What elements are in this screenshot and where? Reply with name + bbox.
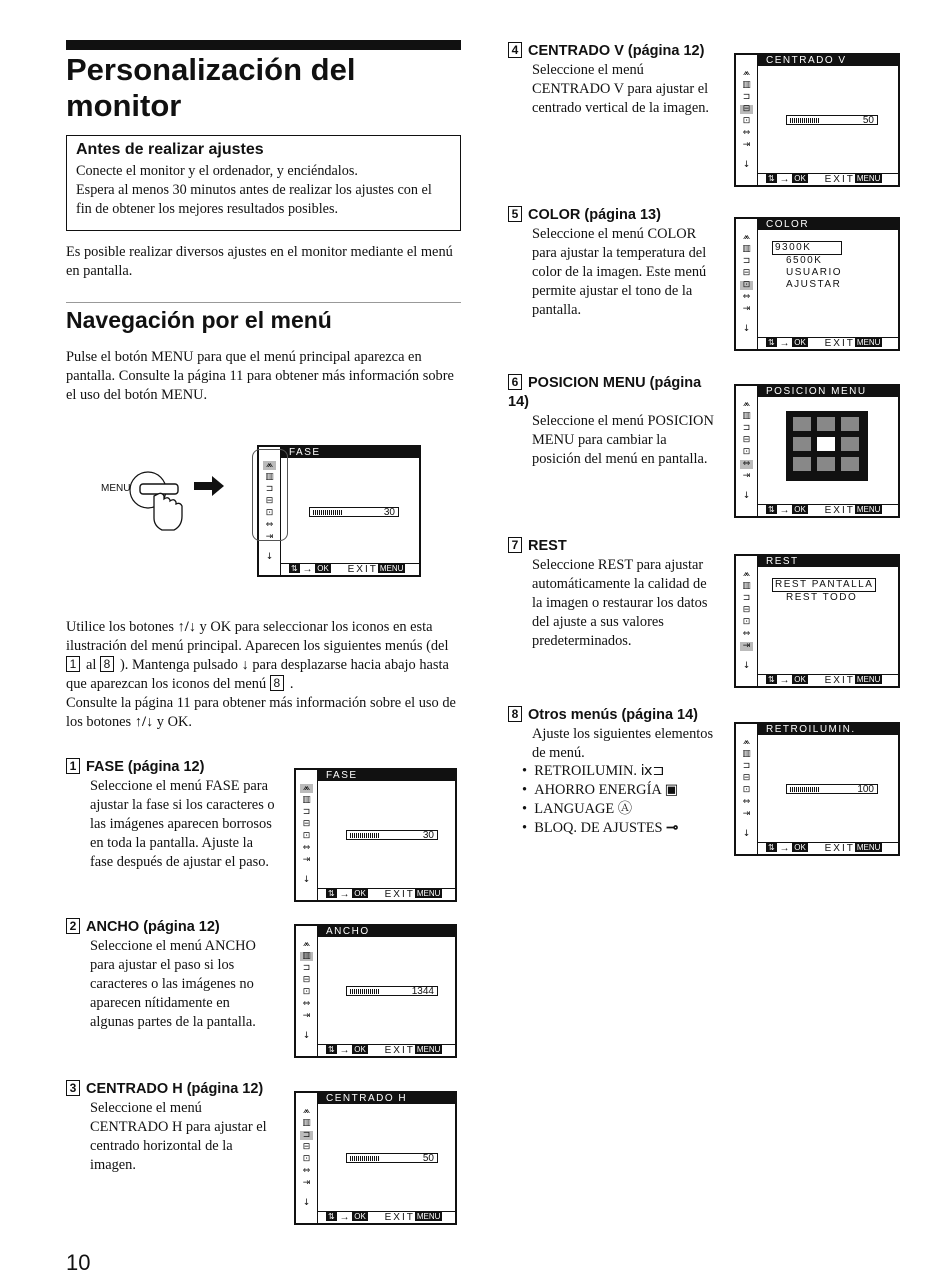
osd-option: REST PANTALLA: [772, 578, 876, 592]
up-down-arrows-icon: ↑/↓: [177, 619, 196, 635]
menu-icon: ⇥: [742, 471, 751, 481]
menu-icon: ▥: [742, 80, 751, 90]
osd-footer: ⇅ → OK EXIT MENU: [758, 337, 898, 349]
down-arrow-icon: ↓: [302, 875, 311, 885]
instr-e: para desplazarse hacia abajo hasta que aparezcan los iconos del menú: [66, 657, 449, 692]
osd-footer: ⇅ → OK EXIT MENU: [318, 888, 455, 900]
osd-option: AJUSTAR: [786, 279, 842, 290]
osd-screen-7: [734, 554, 900, 688]
osd-screen-3: [294, 1091, 457, 1225]
box-title: Antes de realizar ajustes: [76, 141, 264, 158]
osd-slider: 50: [346, 1153, 438, 1163]
menu-icon: ⊟: [302, 1142, 311, 1152]
key-icon: ⊸: [666, 820, 679, 836]
down-arrow-icon: ↓: [302, 1031, 311, 1041]
item-heading: 6 POSICION MENU (página 14): [508, 375, 702, 410]
ref-8b: 8: [270, 675, 284, 691]
menu-item-6: [508, 374, 717, 469]
osd-sidebar: [736, 219, 758, 349]
osd-screen-8: [734, 722, 900, 856]
menu-icon: ⊟: [302, 975, 311, 985]
osd-sidebar: [736, 55, 758, 185]
down-arrow-icon: ↓: [265, 552, 274, 562]
item-heading: 8 Otros menús (página 14): [508, 706, 727, 725]
menu-icon: ⇥: [302, 1178, 311, 1188]
menu-icon: ⇥: [742, 140, 751, 150]
menu-icon: ⇔: [742, 128, 751, 138]
osd-footer: ⇅ → OK EXIT MENU: [758, 842, 898, 854]
intro-text: Es posible realizar diversos ajustes en el monitor mediante el menú en pantalla.: [66, 244, 453, 279]
instr-b: y OK para seleccionar los iconos en esta ilustración del menú principal. Aparecen los siguientes menús (del: [66, 619, 449, 654]
menu-position-icon: ⇔: [265, 520, 274, 530]
osd-sidebar: [736, 724, 758, 854]
item-heading: 1 FASE (página 12): [66, 758, 275, 777]
osd-sidebar: [736, 386, 758, 516]
osd-options: [772, 578, 876, 604]
item-text: Seleccione el menú CENTRADO V para ajustar el centrado vertical de la imagen.: [532, 62, 709, 116]
menu-icon: ⇔: [302, 843, 311, 853]
osd-footer: ⇅ → OK EXIT MENU: [318, 1211, 455, 1223]
menu-icon: ⇔: [742, 629, 751, 639]
osd-sidebar: [296, 926, 318, 1056]
menu-icon: ⊐: [742, 593, 751, 603]
item-text: Ajuste los siguientes elementos de menú.: [532, 726, 714, 761]
osd-slider: 1344: [346, 986, 438, 996]
menu-icon: ⊡: [742, 116, 751, 126]
menu-icon: ⩕: [742, 68, 751, 78]
osd-option: REST TODO: [786, 592, 858, 603]
menu-button-label: MENU: [101, 483, 131, 494]
menu-icon: ⊡: [742, 785, 751, 795]
item-text: Seleccione el menú ANCHO para ajustar el paso si los caracteres o las imágenes no aparecen nítidamente en algunas partes de la pantalla.: [90, 938, 256, 1030]
menu-icon: ⇥: [742, 304, 751, 314]
osd-sidebar: [296, 1093, 318, 1223]
osd-option: 6500K: [786, 255, 823, 266]
menu-item-8: [508, 706, 727, 763]
osd-footer: ⇅ → OK EXIT MENU: [758, 504, 898, 516]
item-heading: 4 CENTRADO V (página 12): [508, 42, 717, 61]
menu-icon: ⩕: [302, 939, 311, 949]
nav-instructions: [66, 618, 461, 732]
down-arrow-icon: ↓: [241, 657, 249, 673]
menu-icon: ⊐: [742, 423, 751, 433]
menu-icon: ⊟: [742, 268, 751, 278]
osd-footer: ⇅ → OK EXIT MENU: [281, 563, 419, 575]
instr-a: Utilice los botones: [66, 619, 174, 635]
osd-screen-2: [294, 924, 457, 1058]
menu-icon: ⇥: [302, 1011, 311, 1021]
osd-slider: 100: [786, 784, 878, 794]
down-arrow-icon: ↓: [742, 829, 751, 839]
osd-title: FASE: [318, 770, 455, 781]
down-arrow-icon: ↓: [742, 160, 751, 170]
menu-icon: ⊡: [740, 281, 753, 290]
menu-icon: ⩕: [302, 1106, 311, 1116]
menu-icon: ⊡: [742, 617, 751, 627]
instr-g: Consulte la página 11 para obtener más información sobre el uso de los botones: [66, 695, 456, 730]
menu-icon: ⇔: [742, 292, 751, 302]
menu-icon: ▥: [300, 952, 313, 961]
osd-ok: OK: [317, 564, 329, 573]
other-menu-list: [522, 762, 678, 838]
v-center-icon: ⊟: [265, 496, 274, 506]
item-heading: 5 COLOR (página 13): [508, 206, 717, 225]
down-arrow-icon: ↓: [302, 1198, 311, 1208]
menu-icon: ⊟: [742, 605, 751, 615]
list-item: • RETROILUMIN. ⅸ⊐: [522, 763, 665, 779]
menu-icon: ▥: [742, 411, 751, 421]
list-item: • BLOQ. DE AJUSTES ⊸: [522, 820, 679, 836]
menu-icon: ⇔: [742, 797, 751, 807]
before-adjust-box: [66, 135, 461, 231]
osd-screen-5: [734, 217, 900, 351]
menu-icon: ⊐: [742, 92, 751, 102]
menu-icon: ⊐: [302, 963, 311, 973]
osd-slider: 50: [786, 115, 878, 125]
osd-exit: EXIT: [347, 564, 378, 575]
position-grid: [786, 411, 868, 481]
item-text: Seleccione el menú FASE para ajustar la fase si los caracteres o las imágenes aparecen borrosos en toda la pantalla. Ajuste la fase después de ajustar el paso.: [90, 778, 275, 870]
instr-h: y OK.: [156, 714, 192, 730]
osd-title: POSICION MENU: [758, 386, 898, 397]
phase-icon: ⩕: [263, 461, 276, 470]
menu-icon: ⇥: [742, 809, 751, 819]
highlight-outline: [252, 449, 288, 541]
osd-footer: ⇅ → OK EXIT MENU: [318, 1044, 455, 1056]
page-title: Personalización del monitor: [66, 52, 356, 123]
osd-footer: ⇅ → OK EXIT MENU: [758, 674, 898, 686]
osd-title: RETROILUMIN.: [758, 724, 898, 735]
down-arrow-icon: ↓: [742, 661, 751, 671]
osd-title: COLOR: [758, 219, 898, 230]
down-arrow-icon: ↓: [742, 491, 751, 501]
osd-screen-4: [734, 53, 900, 187]
h-center-icon: ⊐: [265, 484, 274, 494]
list-item: • LANGUAGE Ⓐ: [522, 801, 633, 817]
menu-icon: ⊟: [742, 773, 751, 783]
arrow-right-icon: [194, 476, 226, 496]
osd-menu-tag: MENU: [379, 564, 404, 573]
menu-icon: ⊡: [742, 447, 751, 457]
item-heading: 2 ANCHO (página 12): [66, 918, 275, 937]
instr-f: .: [289, 676, 294, 692]
osd-screen-1: [294, 768, 457, 902]
reset-icon: ⇥: [265, 532, 274, 542]
menu-icon: ⇔: [302, 999, 311, 1009]
item-heading: 3 CENTRADO H (página 12): [66, 1080, 275, 1099]
osd-sidebar: [296, 770, 318, 900]
ref-8: 8: [100, 656, 114, 672]
menu-icon: ⩕: [742, 399, 751, 409]
osd-footer: ⇅ → OK EXIT MENU: [758, 173, 898, 185]
menu-icon: ⩕: [300, 784, 313, 793]
menu-icon: ▥: [742, 581, 751, 591]
hand-press-icon: [128, 468, 188, 538]
page-number: 10: [66, 1250, 91, 1275]
menu-icon: ⇔: [302, 1166, 311, 1176]
menu-icon: ⊐: [300, 1131, 313, 1140]
osd-value: 30: [383, 507, 395, 518]
menu-icon: ⊐: [742, 761, 751, 771]
nav-heading: Navegación por el menú: [66, 307, 332, 333]
ref-1: 1: [66, 656, 80, 672]
title-rule: [66, 40, 461, 50]
box-line-1: Conecte el monitor y el ordenador, y enciéndalos.: [76, 163, 358, 179]
instr-d: ). Mantenga pulsado: [120, 657, 238, 673]
menu-icon: ⊟: [742, 435, 751, 445]
menu-icon: ⊡: [302, 1154, 311, 1164]
osd-screen-6: [734, 384, 900, 518]
item-heading: 7 REST: [508, 537, 717, 556]
menu-icon: ⇥: [740, 642, 753, 651]
menu-icon: ⇥: [302, 855, 311, 865]
up-down-arrows-icon: ↑/↓: [134, 714, 154, 730]
menu-icon: ⊟: [740, 105, 753, 114]
menu-icon: ⩕: [742, 569, 751, 579]
backlight-icon: ⅸ⊐: [640, 763, 665, 779]
menu-icon: ▥: [742, 749, 751, 759]
item-text: Seleccione REST para ajustar automáticamente la calidad de la imagen o restaurar los datos del ajuste a sus valores predeterminados.: [532, 557, 708, 649]
menu-icon: ⊡: [302, 831, 311, 841]
pitch-icon: ▥: [265, 472, 274, 482]
menu-icon: ⊟: [302, 819, 311, 829]
item-text: Seleccione el menú POSICION MENU para cambiar la posición del menú en pantalla.: [532, 413, 714, 467]
menu-icon: ⇔: [740, 460, 753, 469]
box-line-2: Espera al menos 30 minutos antes de realizar los ajustes con el fin de obtener los mejores resultados posibles.: [76, 182, 432, 217]
osd-title: CENTRADO V: [758, 55, 898, 66]
osd-title: REST: [758, 556, 898, 567]
osd-options: [772, 241, 842, 291]
section-rule: [66, 302, 461, 303]
osd-title: CENTRADO H: [318, 1093, 455, 1104]
osd-title: ANCHO: [318, 926, 455, 937]
menu-icon: ⊐: [302, 807, 311, 817]
menu-icon: ⊐: [742, 256, 751, 266]
osd-option: 9300K: [772, 241, 842, 255]
menu-icon: ⩕: [742, 232, 751, 242]
osd-title: FASE: [281, 447, 419, 458]
osd-sidebar: [736, 556, 758, 686]
color-icon: ⊡: [265, 508, 274, 518]
nav-text: Pulse el botón MENU para que el menú principal aparezca en pantalla. Consulte la página 11 para obtener más información sobre el uso del botón MENU.: [66, 349, 454, 403]
item-text: Seleccione el menú CENTRADO H para ajustar el centrado horizontal de la imagen.: [90, 1100, 267, 1173]
item-text: Seleccione el menú COLOR para ajustar la temperatura del color de la imagen. Este menú permite ajustar el tono de la pantalla.: [532, 226, 707, 318]
list-item: • AHORRO ENERGÍA ▣: [522, 782, 679, 798]
menu-item-1: [66, 758, 275, 872]
menu-icon: ⊡: [302, 987, 311, 997]
menu-item-5: [508, 206, 717, 320]
down-arrow-icon: ↓: [742, 324, 751, 334]
instr-c: al: [86, 657, 97, 673]
menu-icon: ▥: [742, 244, 751, 254]
menu-item-2: [66, 918, 275, 1032]
power-save-icon: ▣: [664, 782, 679, 798]
osd-option: USUARIO: [786, 267, 843, 278]
menu-icon: ⩕: [742, 737, 751, 747]
menu-icon: ▥: [302, 795, 311, 805]
menu-item-3: [66, 1080, 275, 1175]
language-icon: Ⓐ: [617, 801, 633, 817]
menu-icon: ▥: [302, 1118, 311, 1128]
menu-item-7: [508, 537, 717, 651]
menu-item-4: [508, 42, 717, 118]
osd-slider: 30: [346, 830, 438, 840]
osd-slider: [309, 507, 399, 517]
